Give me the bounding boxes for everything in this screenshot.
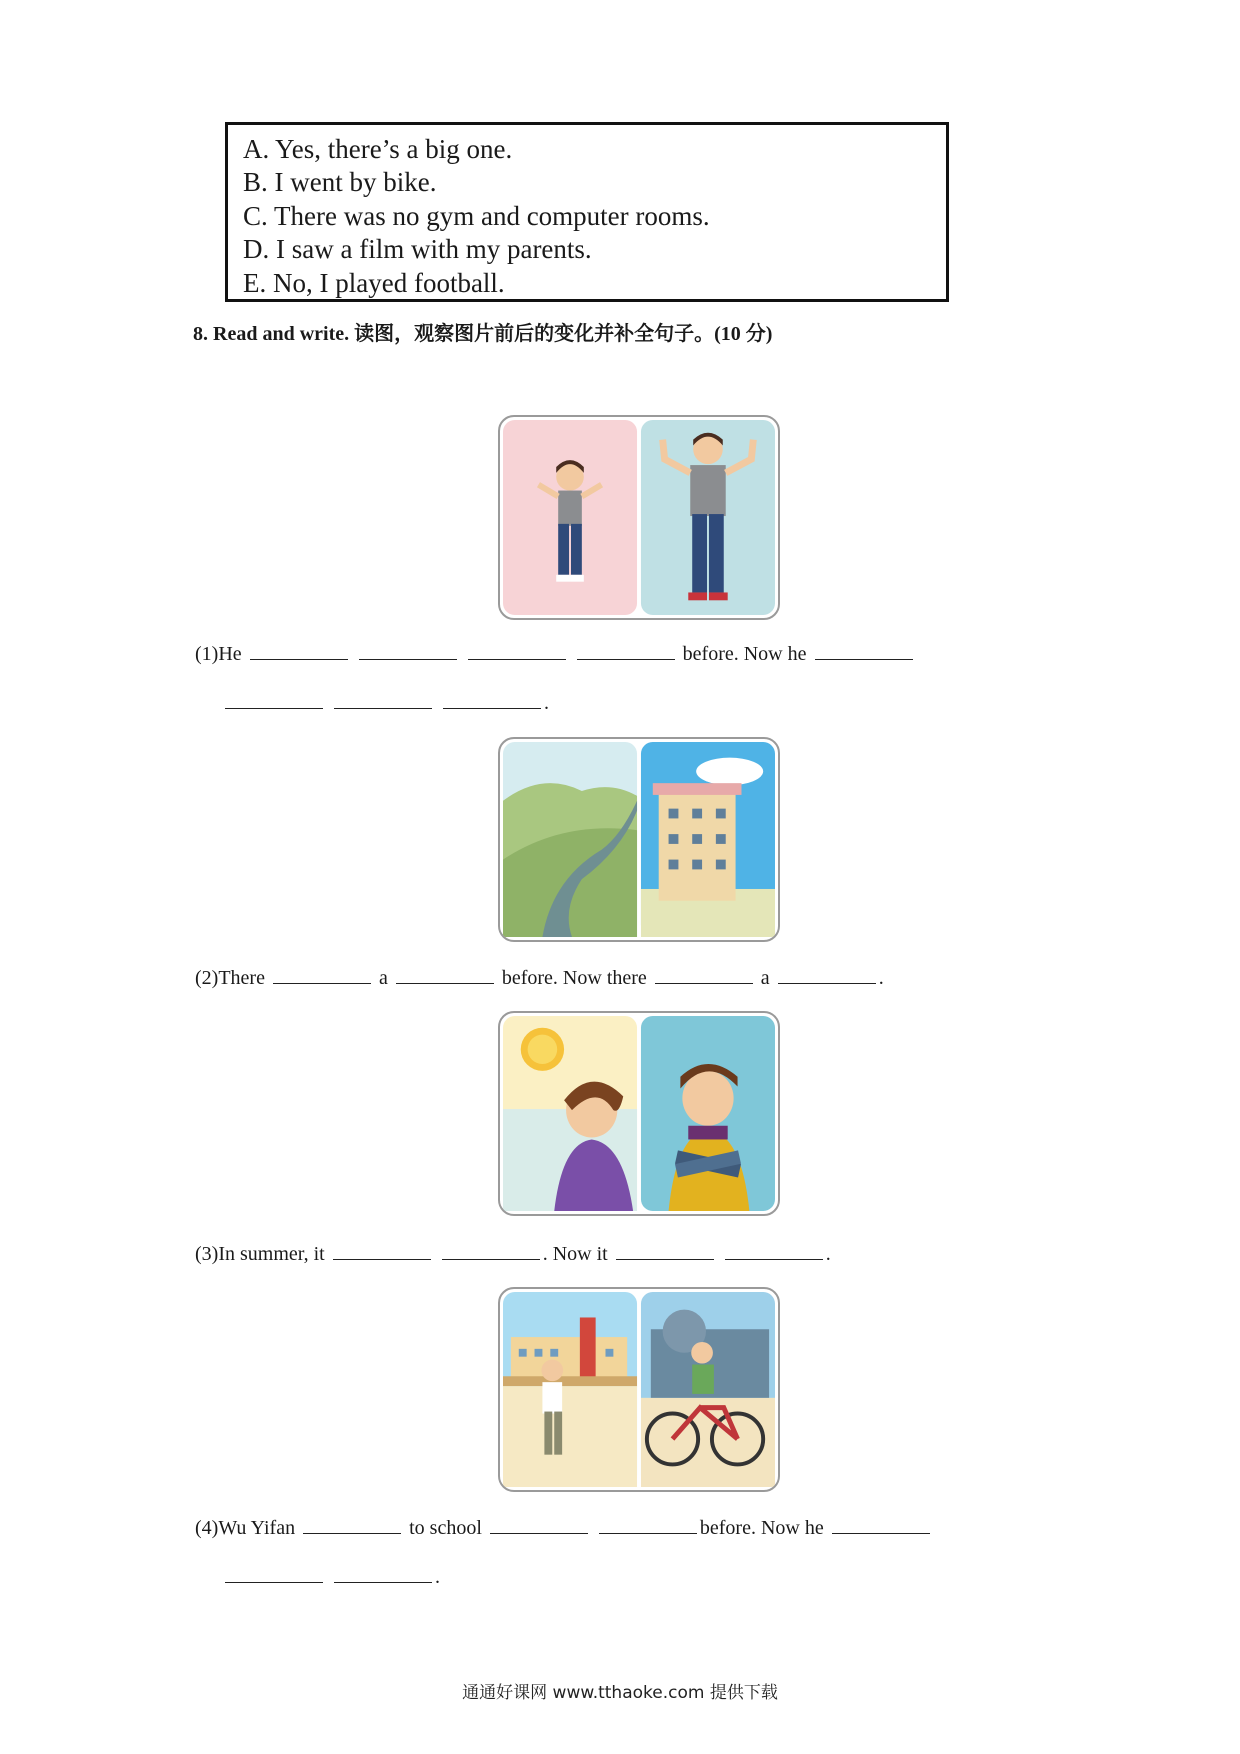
question-2-end: . (878, 967, 884, 989)
question-1-line-2 (222, 690, 549, 715)
answer-blank[interactable] (442, 1241, 540, 1260)
question-4-text-c: before. Now he (699, 1517, 824, 1539)
answer-blank[interactable] (359, 641, 457, 660)
option-e: E. No, I played football. (243, 267, 505, 298)
question-1-line-1 (195, 641, 916, 666)
question-4-text-b: to school (409, 1517, 482, 1539)
picture-2 (498, 737, 780, 942)
picture-1 (498, 415, 780, 620)
answer-blank[interactable] (815, 641, 913, 660)
walking-to-cycling-illustration (503, 1292, 775, 1487)
answer-blank[interactable] (778, 965, 876, 984)
answer-blank[interactable] (616, 1241, 714, 1260)
question-2-text-d: a (760, 967, 770, 989)
answer-blank[interactable] (443, 690, 541, 709)
question-3-end: . (825, 1243, 831, 1265)
question-3-text-a: In summer, it (218, 1243, 325, 1265)
question-1-end: . (544, 692, 549, 714)
answer-blank[interactable] (725, 1241, 823, 1260)
picture-3 (498, 1011, 780, 1216)
option-b: B. I went by bike. (243, 167, 437, 198)
summer-to-winter-illustration (503, 1016, 775, 1211)
answer-blank[interactable] (832, 1515, 930, 1534)
answer-blank[interactable] (490, 1515, 588, 1534)
answer-blank[interactable] (599, 1515, 697, 1534)
question-4-number: (4) (195, 1517, 219, 1539)
answer-options-box (225, 122, 949, 302)
question-2-text-a: There (218, 967, 265, 989)
question-2-text-c: before. Now there (501, 967, 647, 989)
answer-blank[interactable] (334, 1564, 432, 1583)
option-a: A. Yes, there’s a big one. (243, 134, 513, 164)
short-boy-tall-boy-illustration (503, 420, 775, 615)
question-4-text-a: Wu Yifan (218, 1517, 296, 1539)
question-2-text-b: a (378, 967, 388, 989)
answer-blank[interactable] (273, 965, 371, 984)
answer-blank[interactable] (655, 965, 753, 984)
answer-blank[interactable] (333, 1241, 431, 1260)
answer-blank[interactable] (250, 641, 348, 660)
question-3-number: (3) (195, 1243, 219, 1265)
answer-blank[interactable] (334, 690, 432, 709)
question-1-number: (1) (195, 643, 219, 665)
answer-blank[interactable] (225, 1564, 323, 1583)
picture-4 (498, 1287, 780, 1492)
field-to-building-illustration (503, 742, 775, 937)
answer-blank[interactable] (225, 690, 323, 709)
option-d: D. I saw a film with my parents. (243, 234, 592, 265)
question-2-line (195, 965, 884, 990)
answer-blank[interactable] (468, 641, 566, 660)
question-1-text-b: before. Now he (682, 643, 807, 665)
question-3-text-b: . Now it (542, 1243, 608, 1265)
question-1-text-a: He (218, 643, 242, 665)
answer-blank[interactable] (303, 1515, 401, 1534)
question-4-line-2 (222, 1564, 440, 1589)
answer-blank[interactable] (396, 965, 494, 984)
option-c: C. There was no gym and computer rooms. (243, 200, 710, 231)
footer-text: 通通好课网 www.tthaoke.com 提供下载 (462, 1683, 778, 1703)
section-heading: 8. Read and write. 读图，观察图片前后的变化并补全句子。(10 分) (193, 323, 773, 345)
question-4-end: . (435, 1566, 440, 1588)
question-2-number: (2) (195, 967, 219, 989)
question-3-line (195, 1241, 831, 1266)
answer-blank[interactable] (577, 641, 675, 660)
question-4-line-1 (195, 1515, 933, 1540)
